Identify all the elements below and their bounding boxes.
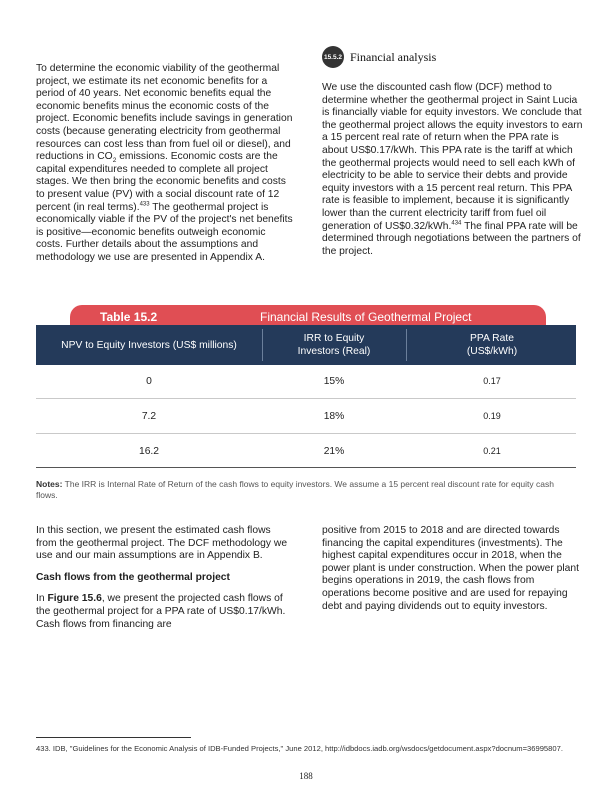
irr-cell: 18% — [323, 410, 345, 422]
right-column-text — [322, 82, 584, 258]
footnote-rule — [36, 737, 191, 738]
table-header-row — [36, 325, 576, 365]
cash-flows-subheading: Cash flows from the geothermal project — [36, 571, 230, 583]
cash-flow-paragraph: In Figure 15.6, we present the projected cash flows of the geothermal project for a PPA rate of US$0.17/kWh. Cash flows from financing are — [36, 593, 286, 630]
footnote-433: 433. IDB, "Guidelines for the Economic Analysis of IDB-Funded Projects," June 2012, http://idbdocs.iadb.org/wsdocs/getdocument.aspx?docnum=36995807. — [36, 744, 563, 753]
npv-cell: 7.2 — [141, 410, 157, 422]
table-row — [36, 400, 576, 432]
column-header-npv: NPV to Equity Investors (US$ millions) — [61, 339, 237, 351]
cash-flow-continuation-paragraph: positive from 2015 to 2018 and are directed towards financing the capital expenditures (investments). The highest capital expenditures occur in 2018, when the power plant is under construction. When the power plant begins operations in 2019, the cash flows from operations become positive and are used for repaying debt and paying dividends out to equity investors. — [322, 525, 579, 612]
ppa-cell: 0.21 — [483, 446, 501, 456]
table-row — [36, 365, 576, 397]
npv-cell: 0 — [146, 375, 152, 387]
cash-flow-intro-paragraph: In this section, we present the estimated cash flows from the geothermal project. The DCF methodology we use and our main assumptions are in Appendix B. — [36, 525, 288, 562]
table-notes: Notes: The IRR is Internal Rate of Return of the cash flows to equity investors. We assume a 15 percent real discount rate for equity cash flows. — [36, 479, 554, 500]
financial-analysis-paragraph: We use the discounted cash flow (DCF) method to determine whether the geothermal project in Saint Lucia is financially viable for equity investors. We conclude that the geothermal project allows the equity investors to earn a 15 percent real rate of return when the PPA rate is about US$0.17/kWh. This PPA rate is the tariff at which the geothermal projects would need to sell each kWh of electricity to be able to service their debts and provide equity investors with a 15 percent real return. This PPA rate is feasible to implement, because it is significantly lower than the current electricity tariff from fuel oil generation of US$0.32/kWh.$^{434}$ The final PPA rate will be determined through negotiations between the partners of the project. — [322, 82, 583, 257]
column-header-ppa: PPA Rate (US$/kWh) — [466, 333, 518, 357]
irr-cell: 15% — [323, 375, 345, 387]
bottom-right-text — [322, 525, 584, 613]
economic-analysis-paragraph: To determine the economic viability of the geothermal project, we estimate its net economic benefits for a period of 40 years. Net economic benefits equal the economic benefits minus the economic costs of the project. Economic benefits include savings in generation costs (because generating electricity from geothermal resources can cost less than from fuel oil or diesel), and reductions in $CO_2$ emissions. Economic costs are the capital expenditures needed to complete all project stages. We then bring the economic benefits and costs to present value (PV) with a social discount rate of 12 percent (in real terms).$^{433}$ The geothermal project is economically viable if the PV of the project's net benefits is positive—economic benefits outweigh economic costs. Further details about the assumptions and methodology we use are presented in Appendix A. — [36, 63, 293, 263]
left-column-text — [36, 63, 294, 265]
npv-cell: 16.2 — [138, 445, 160, 457]
bottom-left-text — [36, 525, 294, 631]
irr-cell: 21% — [323, 445, 345, 457]
table-title: Financial Results of Geothermal Project — [260, 310, 472, 324]
header-divider — [406, 329, 407, 361]
header-divider — [262, 329, 263, 361]
ppa-cell: 0.17 — [483, 376, 501, 386]
page-number: 188 — [299, 771, 313, 781]
figure-reference: Figure 15.6 — [47, 593, 102, 605]
table-number: Table 15.2 — [100, 310, 158, 324]
footnote-ref-434: 434 — [451, 220, 462, 227]
table-row — [36, 435, 576, 467]
ppa-cell: 0.19 — [483, 411, 501, 421]
row-divider — [36, 433, 576, 434]
column-header-irr: IRR to Equity Investors (Real) — [297, 333, 371, 357]
section-heading — [322, 46, 436, 68]
table-bottom-rule — [36, 467, 576, 468]
section-title: Financial analysis — [350, 49, 437, 64]
row-divider — [36, 398, 576, 399]
footnote-ref-433: 433 — [139, 201, 150, 208]
section-number-badge: 15.5.2 — [322, 46, 344, 68]
